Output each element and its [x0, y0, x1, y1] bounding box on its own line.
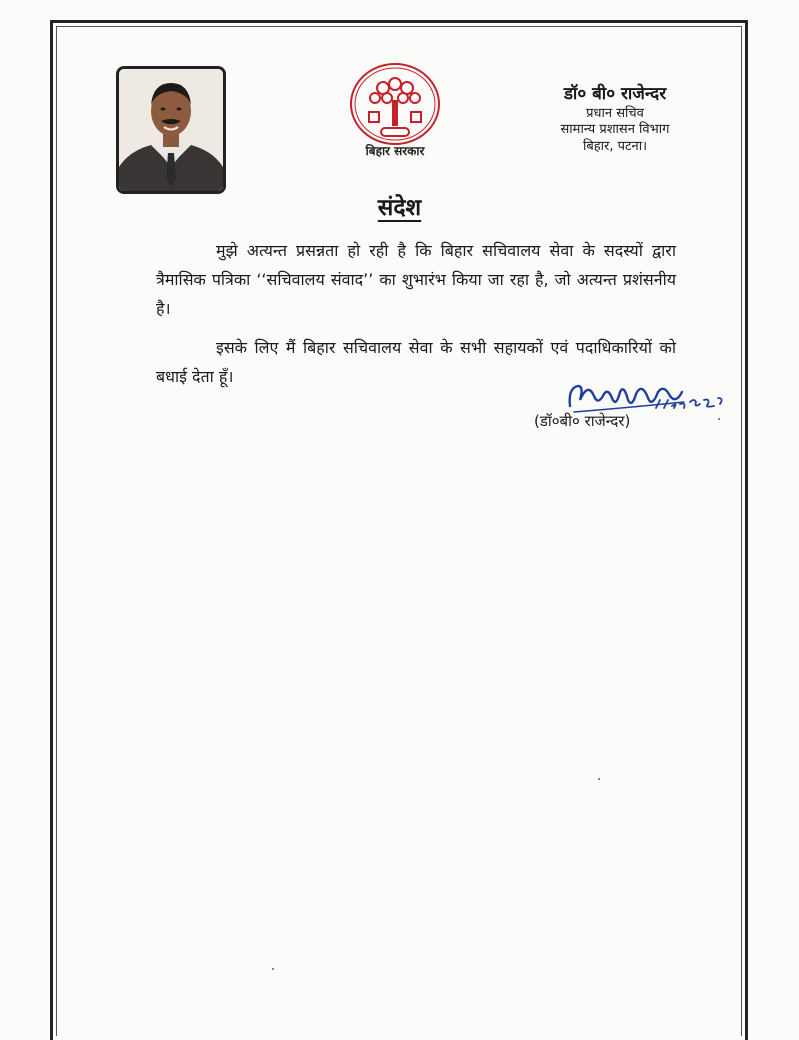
- sender-name: डॉ० बी० राजेन्दर: [563, 84, 667, 104]
- sender-location: बिहार, पटना।: [582, 139, 648, 154]
- portrait-image: [119, 69, 223, 191]
- scan-speck: [718, 418, 720, 420]
- official-portrait: [116, 66, 226, 194]
- letter-title-wrap: [0, 190, 799, 222]
- message-paragraph-1: मुझे अत्यन्त प्रसन्नता हो रही है कि बिहार सचिवालय सेवा के सदस्यों द्वारा त्रैमासिक पत्रिका ‘‘सचिवालय संवाद’’ का शुभारंभ किया जा रहा है, जो अत्यन्त प्रशंसनीय है।: [156, 241, 676, 318]
- scan-speck: [598, 778, 600, 780]
- sender-block: [520, 84, 710, 156]
- sender-designation: प्रधान सचिव: [586, 105, 644, 121]
- signatory-name: (डॉ०बी० राजेन्दर): [534, 412, 631, 430]
- emblem-caption: बिहार सरकार: [365, 144, 425, 158]
- message-paragraph-2: इसके लिए मैं बिहार सचिवालय सेवा के सभी सहायकों एवं पदाधिकारियों को बधाई देता हूँ।: [156, 338, 676, 386]
- letter-title: संदेश: [377, 195, 422, 221]
- scan-speck: [272, 968, 274, 970]
- sender-department: सामान्य प्रशासन विभाग: [560, 122, 670, 138]
